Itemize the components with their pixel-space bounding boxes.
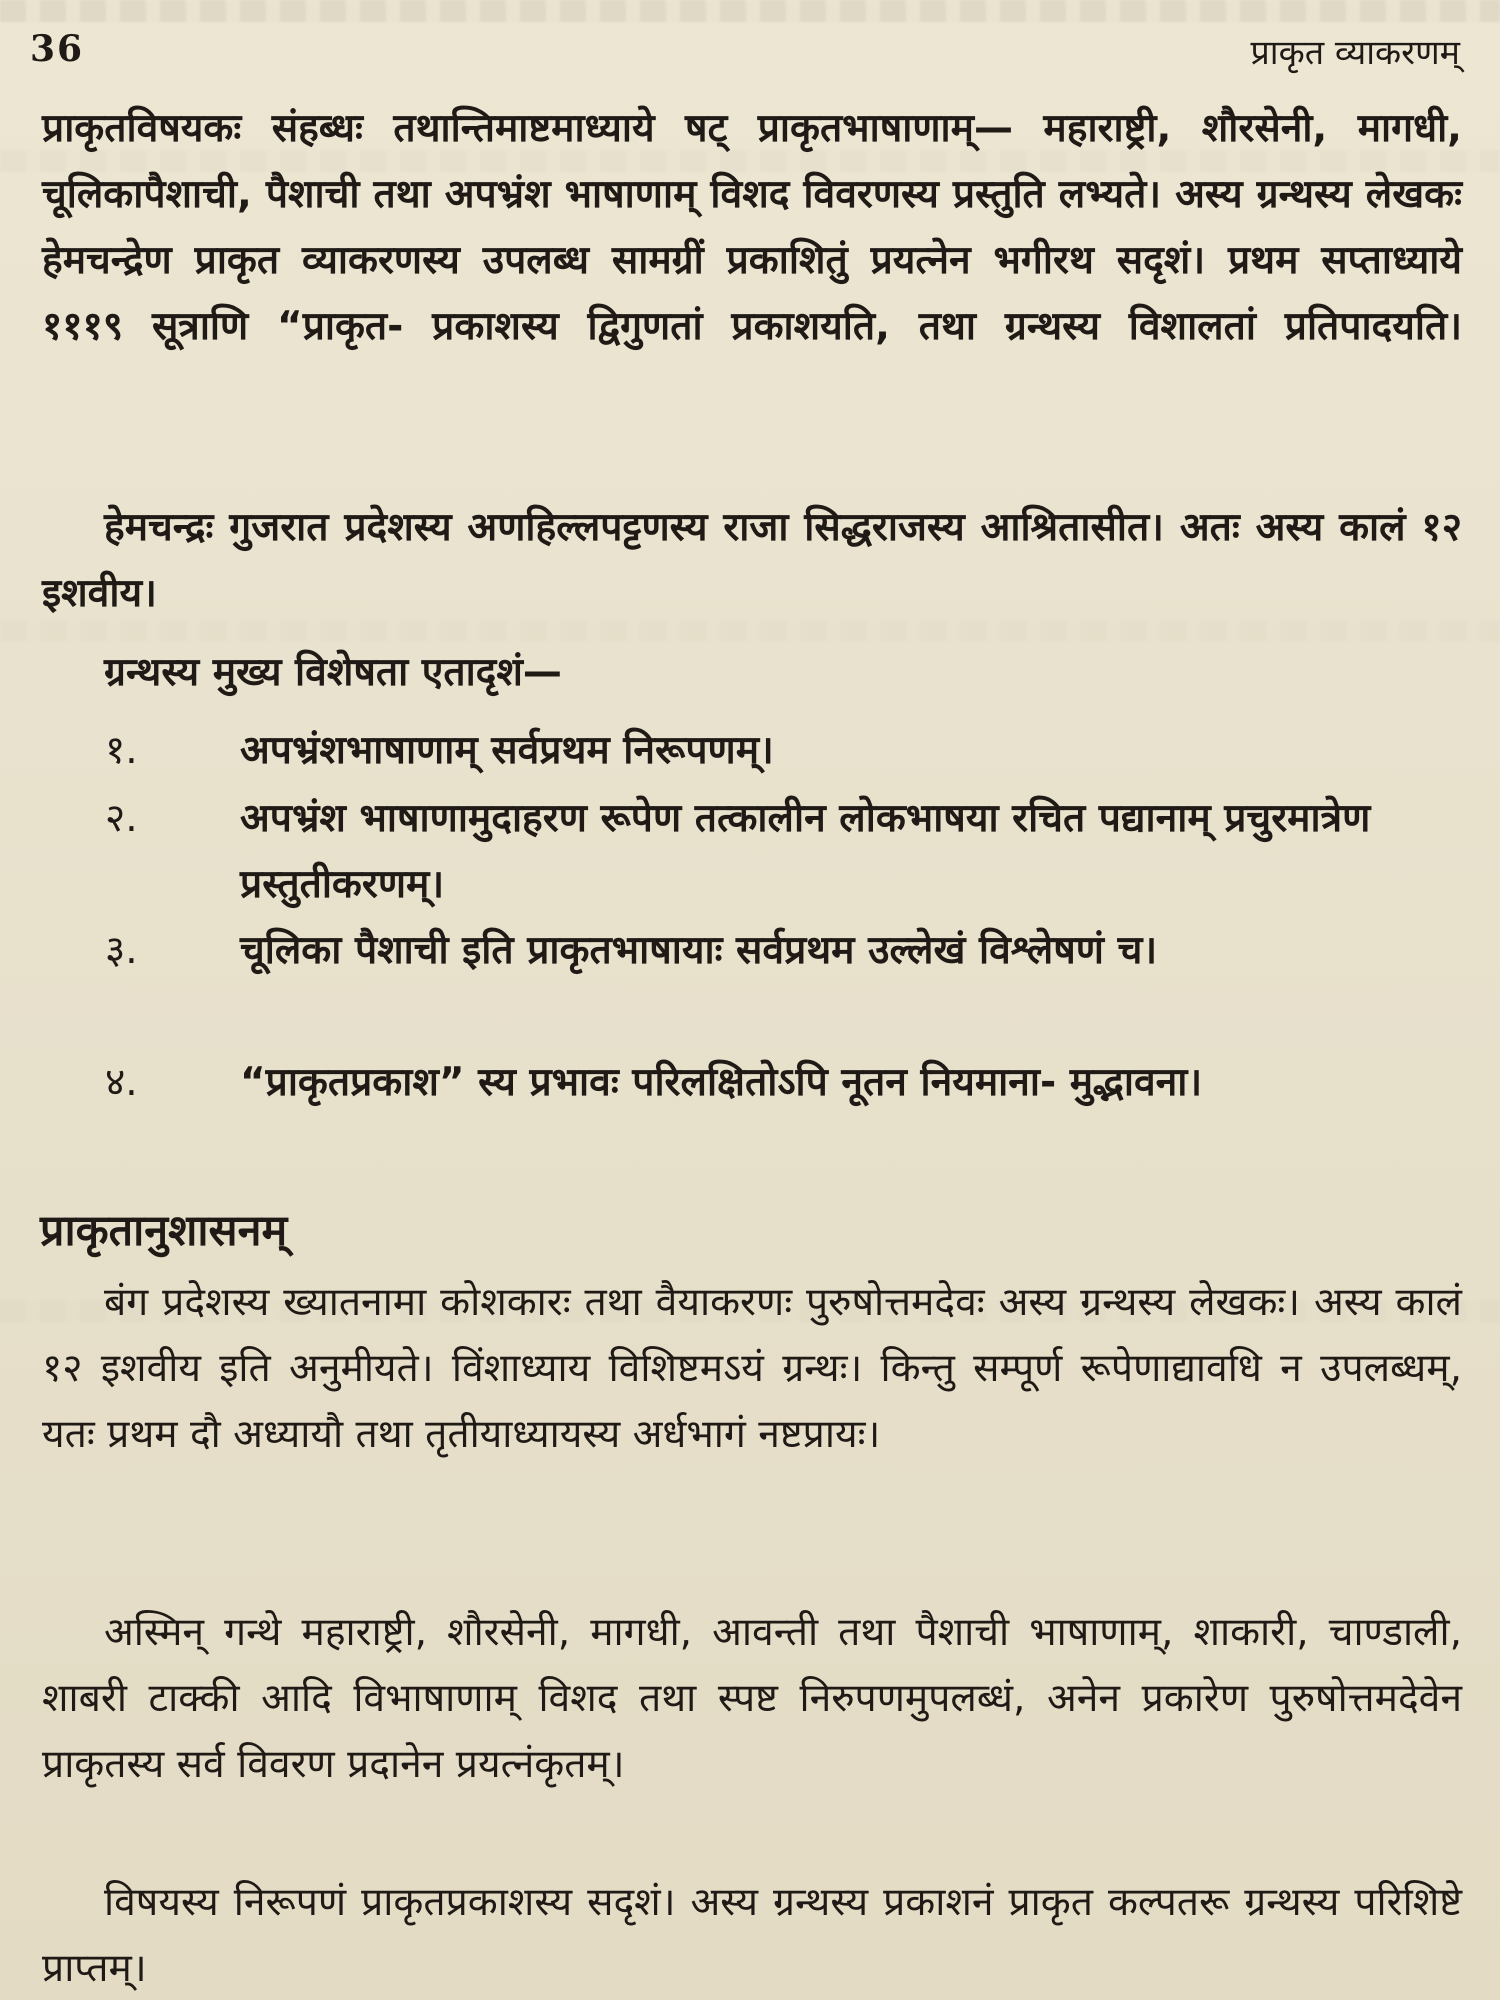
list-number: १. bbox=[105, 728, 138, 773]
section-paragraph-3: विषयस्य निरूपणं प्राकृतप्रकाशस्य सदृशं। अस्य ग्रन्थस्य प्रकाशनं प्राकृत कल्पतरू ग्रन्थस्य परिशिष्टे प्राप्तम्। bbox=[42, 1880, 1462, 1991]
paragraph-3: ग्रन्थस्य मुख्य विशेषता एतादृशं— bbox=[104, 650, 562, 695]
section-paragraph-1: बंग प्रदेशस्य ख्यातनामा कोशकारः तथा वैयाकरणः पुरुषोत्तमदेवः अस्य ग्रन्थस्य लेखकः। अस्य कालं १२ इशवीय इति अनुमीयते। विंशाध्याय विशिष्टमऽयं ग्रन्थः। किन्तु सम्पूर्ण रूपेणाद्यावधि न उपलब्धम्, यतः प्रथम दौ अध्यायौ तथा तृतीयाध्यायस्य अर्धभागं नष्टप्रायः। bbox=[42, 1280, 1462, 1457]
page-number: 36 bbox=[30, 28, 85, 70]
list-text: चूलिका पैशाची इति प्राकृतभाषायाः सर्वप्रथम उल्लेखं विश्लेषणं च। bbox=[240, 928, 1158, 973]
list-number: २. bbox=[105, 796, 138, 841]
list-number: ३. bbox=[105, 928, 138, 973]
paragraph-2: हेमचन्द्रः गुजरात प्रदेशस्य अणहिल्लपट्टणस्य राजा सिद्धराजस्य आश्रितासीत। अतः अस्य कालं १२ इशवीय। bbox=[42, 505, 1462, 616]
running-title: प्राकृत व्याकरणम् bbox=[1250, 33, 1460, 73]
list-text: अपभ्रंशभाषाणाम् सर्वप्रथम निरूपणम्। bbox=[240, 728, 774, 773]
list-number: ४. bbox=[105, 1060, 138, 1105]
show-through-top bbox=[0, 0, 1500, 22]
list-text: अपभ्रंश भाषाणामुदाहरण रूपेण तत्कालीन लोकभाषया रचित पद्यानाम् प्रचुरमात्रेण प्रस्तुतीकरणम्। bbox=[240, 796, 1371, 907]
list-text: “प्राकृतप्रकाश” स्य प्रभावः परिलक्षितोऽपि नूतन नियमाना- मुद्भावना। bbox=[240, 1060, 1203, 1105]
section-paragraph-2: अस्मिन् गन्थे महाराष्ट्री, शौरसेनी, मागधी, आवन्ती तथा पैशाची भाषाणाम्, शाकारी, चाण्डाली, शाबरी टाक्की आदि विभाषाणाम् विशद तथा स्पष्ट निरुपणमुपलब्धं, अनेन प्रकारेण पुरुषोत्तमदेवेन प्राकृतस्य सर्व विवरण प्रदानेन प्रयत्नंकृतम्। bbox=[42, 1610, 1462, 1787]
paragraph-1: प्राकृतविषयकः संहब्धः तथान्तिमाष्टमाध्याये षट् प्राकृतभाषाणाम्— महाराष्ट्री, शौरसेनी, मागधी, चूलिकापैशाची, पैशाची तथा अपभ्रंश भाषाणाम् विशद विवरणस्य प्रस्तुति लभ्यते। अस्य ग्रन्थस्य लेखकः हेमचन्द्रेण प्राकृत व्याकरणस्य उपलब्ध सामग्रीं प्रकाशितुं प्रयत्नेन भगीरथ सदृशं। प्रथम सप्ताध्याये १११९ सूत्राणि “प्राकृत- प्रकाशस्य द्विगुणतां प्रकाशयति, तथा ग्रन्थस्य विशालतां प्रतिपादयति। bbox=[42, 106, 1462, 349]
page-header bbox=[30, 28, 1460, 76]
section-heading: प्राकृतानुशासनम् bbox=[40, 1206, 288, 1256]
